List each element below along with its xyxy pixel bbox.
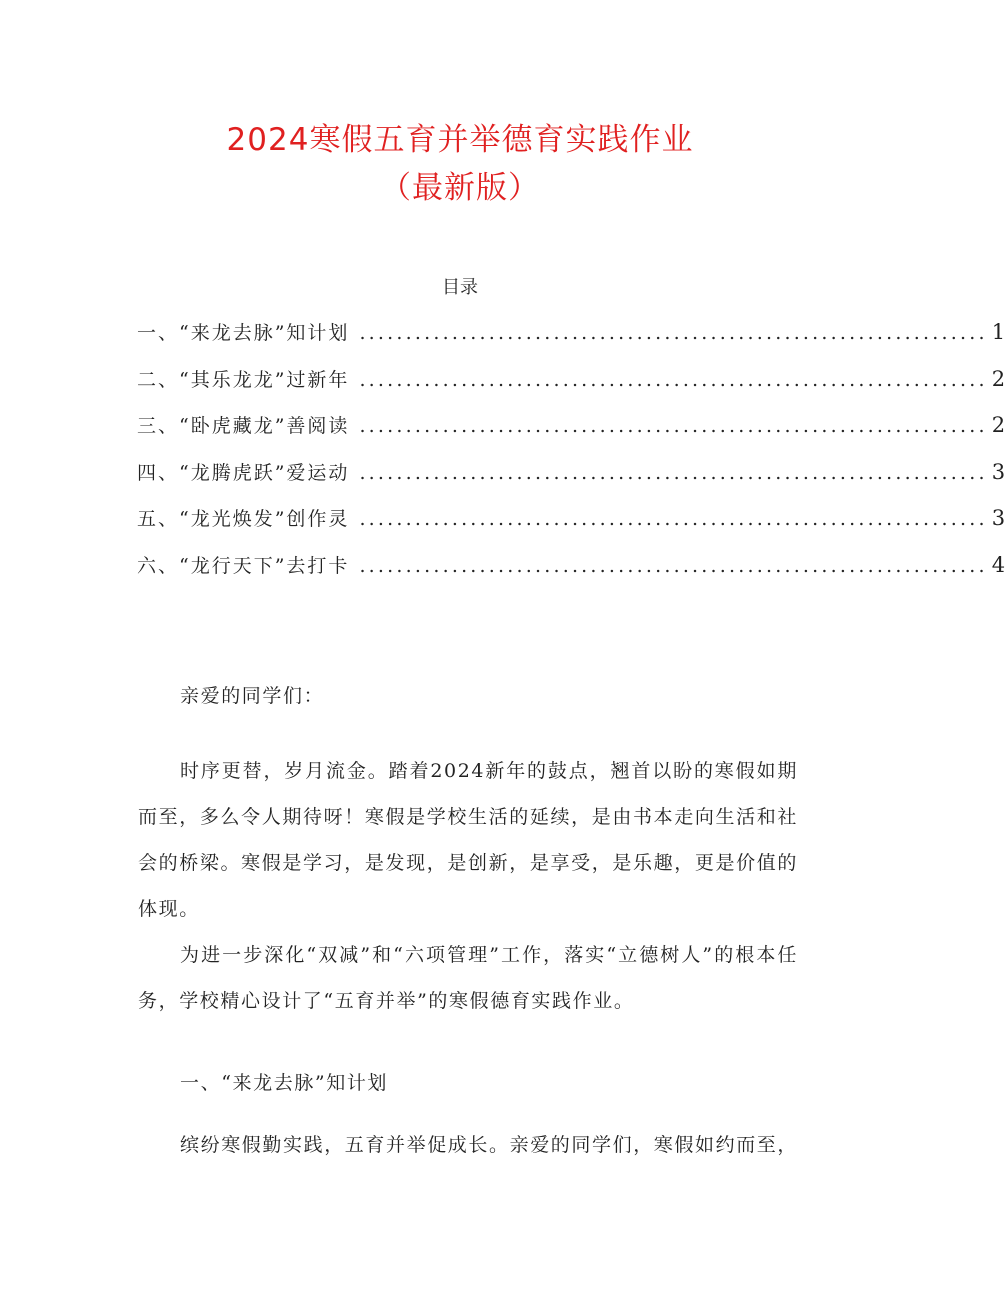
- toc-leader-dots: ....................................................................: [359, 322, 988, 344]
- purpose-paragraph: 为进一步深化“双减”和“六项管理”工作，落实“立德树人”的根本任务，学校精心设计了“五育并举”的寒假德育实践作业。: [138, 944, 798, 1012]
- toc-leader-dots: ....................................................................: [359, 508, 988, 530]
- toc-item-label: 三、“卧虎藏龙”善阅读: [137, 415, 350, 437]
- intro-paragraph: 时序更替，岁月流金。踏着2024新年的鼓点，翘首以盼的寒假如期而至，多么令人期待呀！寒假是学校生活的延续，是由书本走向生活和社会的桥梁。寒假是学习，是发现，是创新，是享受，是乐趣，更是价值的体现。: [138, 760, 798, 920]
- toc-page-number: 1: [991, 320, 1005, 344]
- toc-page-number: 3: [991, 459, 1005, 484]
- toc-leader-dots: ....................................................................: [359, 461, 988, 484]
- toc-leader-dots: ....................................................................: [359, 415, 988, 437]
- toc-heading: 目录: [442, 277, 478, 298]
- toc-leader-dots: ....................................................................: [359, 368, 988, 391]
- toc-item-label: 四、“龙腾虎跃”爱运动: [137, 461, 350, 484]
- document-subtitle: （最新版）: [380, 170, 540, 206]
- greeting: 亲爱的同学们：: [180, 685, 325, 707]
- toc-item[interactable]: [137, 458, 1005, 505]
- section-heading: 一、“来龙去脉”知计划: [180, 1072, 389, 1094]
- toc-item[interactable]: [137, 504, 1005, 551]
- section-paragraph: 缤纷寒假勤实践，五育并举促成长。亲爱的同学们，寒假如约而至，: [180, 1134, 799, 1156]
- toc-page-number: 2: [991, 366, 1005, 391]
- toc-page-number: 4: [991, 552, 1005, 577]
- toc-item-label: 五、“龙光焕发”创作灵: [137, 508, 350, 530]
- table-of-contents: [137, 318, 1005, 597]
- toc-leader-dots: ....................................................................: [359, 554, 988, 577]
- toc-page-number: 3: [991, 506, 1005, 530]
- toc-item[interactable]: [137, 411, 1005, 458]
- toc-item-label: 一、“来龙去脉”知计划: [137, 322, 350, 344]
- toc-item-label: 二、“其乐龙龙”过新年: [137, 368, 350, 391]
- toc-item[interactable]: [137, 318, 1005, 365]
- toc-item-label: 六、“龙行天下”去打卡: [137, 554, 350, 577]
- toc-item[interactable]: [137, 365, 1005, 412]
- document-title: 2024寒假五育并举德育实践作业: [226, 122, 694, 158]
- toc-item[interactable]: [137, 551, 1005, 598]
- toc-page-number: 2: [991, 413, 1005, 437]
